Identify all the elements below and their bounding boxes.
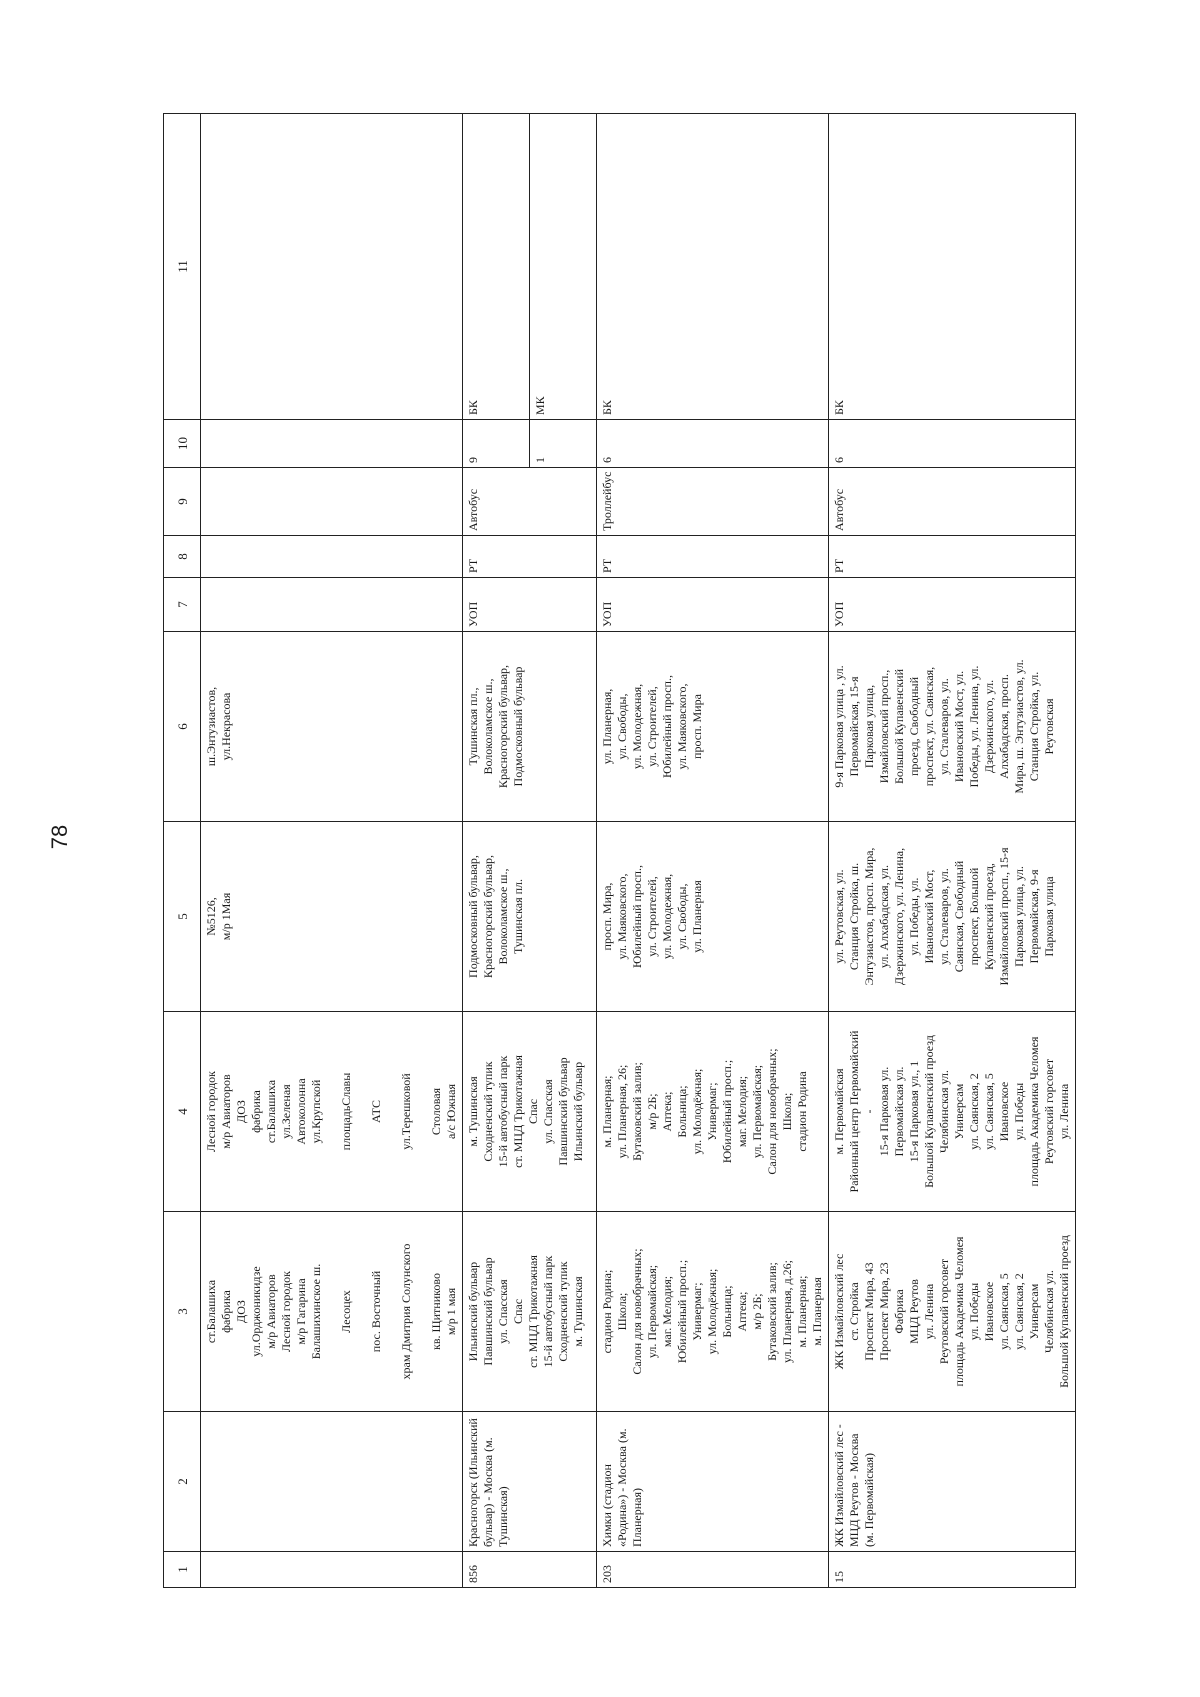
cell-line: Аптека; [735,1291,749,1332]
cell-line: ул. Планерная, д.26; [780,1260,794,1363]
header-row [164,114,201,1588]
cell-line: Фабрика [892,1289,906,1334]
cell-line: Тушинская пл. [511,878,525,955]
cell-line: Энтузиастов, просп. Мира, [862,847,876,986]
cell-line: Тушинская пл., [466,687,480,766]
cell-line: ул. Алхабадская, ул. [877,864,891,969]
cell-line: Юбилейный просп.; [675,1259,689,1364]
cell-route-name: Красногорск (Ильинский бульвар) - Москва (м. Тушинская) [463,1412,597,1552]
header-col-1: 1 [164,1552,201,1588]
cell-line: Первомайская, 9-я [1027,869,1041,964]
cell-vehicle-type: Троллейбус [597,468,829,536]
cell-line: Юбилейный просп., [630,865,644,968]
cell-line: Павшинский бульвар [481,1257,495,1366]
cell-line: ул. Спасская [541,1079,555,1144]
header-col-2: 2 [164,1412,201,1552]
cell-line: №5126, [204,897,218,936]
cell-line: 15-й автобусный парк [541,1255,555,1368]
cell-line: просп. Мира, [600,882,614,951]
cell-vehicle-count: 9 [463,420,530,468]
cell-line: проспект, Большой [967,867,981,966]
cell-line: Универмаг; [705,1082,719,1141]
cell-line: Салон для новобрачных; [765,1048,779,1175]
cell-line: Универмаг; [690,1282,704,1341]
cell-line: Саянская, Свободный [952,860,966,973]
cell-line: ул.Некрасова [219,692,233,761]
cell-line: ул. Планерная, [600,688,614,765]
cell-line: м. Первомайская [832,1068,846,1155]
cell-line: Спас [511,1298,525,1325]
cell-line: ДОЗ [234,1300,248,1323]
cell-line: Лесной городок [279,1270,293,1353]
cell-stops-forward [201,1212,463,1412]
cell-line: Универсам [1027,1283,1041,1340]
cell-stops-backward [463,1012,597,1212]
cell-route-number: 856 [463,1552,597,1588]
cell-stops-backward [829,1012,1076,1212]
cell-vehicle-class: БК [829,114,1076,420]
cell-route-number: 15 [829,1552,1076,1588]
cell-vehicle-type: Автобус [829,468,1076,536]
cell-line: ул. Ленина [1057,1083,1071,1140]
cell-line: Большой Купавенский проезд [922,1035,936,1188]
table-row-route-203 [597,114,829,1588]
cell-line: Первомайская ул. [892,1066,906,1157]
cell-vehicle-class: БК [597,114,829,420]
cell-line [324,1016,339,1207]
header-col-10: 10 [164,420,201,468]
cell-line: м/р Авиаторов [219,1074,233,1149]
rotated-table-container [163,114,1130,1588]
cell-col-7: УОП [463,578,597,632]
cell-line: м. Планерная [810,1277,824,1346]
cell-line [414,1216,429,1407]
cell-line: Станция Стройка, ш. [847,862,861,971]
cell-line: АТС [369,1100,383,1123]
cell-vehicle-class-2: МК [530,114,597,420]
cell-line: Дзержинского, ул. Ленина, [892,847,906,986]
cell-line: Проспект Мира, 23 [877,1262,891,1361]
cell-col-7: УОП [597,578,829,632]
cell-line: Подмосковный бульвар, [466,855,480,978]
cell-line: 15-я Парковая ул., 1 [907,1060,921,1163]
cell-line: Победы, ул. Ленина, ул. [967,665,981,788]
cell-vehicle-class: БК [463,114,530,420]
cell-route-name: Химки (стадион «Родина») - Москва (м. Планерная) [597,1412,829,1552]
cell-line: Павшинский бульвар [556,1057,570,1166]
cell-line: м. Планерная; [600,1075,614,1148]
cell-line: ул.Крупской [309,1079,323,1144]
cell-line: Аптека; [660,1091,674,1132]
cell-line: кв. Щитниково [429,1273,443,1350]
cell-line: Измайловский просп., [877,669,891,784]
cell-line: ул. Спасская [496,1279,510,1344]
cell-line: Первомайская, 15-я [847,676,861,777]
cell-line: ул. Планерная [690,880,704,953]
cell-line: м/р 2Б; [645,1093,659,1130]
cell-line: ул. Саянская, 5 [982,1073,996,1150]
cell-line: Салон для новобрачных; [630,1248,644,1375]
cell-line: храм Дмитрия Солунского [399,1243,413,1380]
cell-line: площадь Академика Челомея [952,1236,966,1387]
cell-line: ул. Саянская, 5 [997,1273,1011,1350]
cell-line: м. Тушинская [466,1076,480,1147]
cell-line: ул.Зеленая [279,1084,293,1139]
cell-line: м. Тушинская [571,1276,585,1347]
header-col-9: 9 [164,468,201,536]
cell-stops-backward [201,1012,463,1212]
cell-line: Балашихинское ш. [309,1263,323,1360]
cell-col-8: РТ [597,536,829,578]
cell-line: проспект, ул. Саянская, [922,666,936,787]
cell-line: ул. Победы, ул. [907,877,921,956]
cell-streets-backward [463,632,597,822]
cell-line: ул. Победы [967,1282,981,1341]
cell-col-7: УОП [829,578,1076,632]
cell-line: Бутаковский залив; [765,1262,779,1361]
cell-line: ст.Балашиха [204,1279,218,1344]
table-row-continuation [201,114,463,1588]
cell-streets-forward [829,822,1076,1012]
cell-line: - [862,1109,876,1114]
cell-line: Волоколамское ш., [496,868,510,965]
cell-line: Реутовский горсовет [937,1258,951,1365]
cell-line: Больница; [675,1085,689,1138]
cell-line: Юбилейный просп.; [720,1059,734,1164]
cell-line: ул. Строителей, [645,876,659,957]
cell-line: просп. Мира [690,694,704,759]
cell-line: Измайловский просп., 15-я [997,847,1011,986]
cell-line: Подмосковный бульвар [511,666,525,787]
cell-line: 15-я Парковая ул. [877,1066,891,1157]
cell-line: Большой Купавенский [892,668,906,785]
cell-streets-backward [829,632,1076,822]
cell-line: ул. Молодёжная; [690,1068,704,1155]
cell-line: м/р 1Мая [219,892,233,941]
cell-line: Мира, ш. Энтузиастов, ул. [1012,659,1026,794]
cell-line: Бутаковский залив; [630,1062,644,1161]
cell-line: ш.Энтузиастов, [204,686,218,767]
cell-line: Сходненский тупик [556,1261,570,1362]
cell-line: фабрика [249,1090,263,1133]
cell-line: маг. Мелодия; [660,1275,674,1348]
cell-line: Столовая [429,1087,443,1136]
cell-line: МЦД Реутов [907,1279,921,1344]
cell-col-8: РТ [829,536,1076,578]
cell-line: ст. Стройка [847,1282,861,1341]
cell-line: ст. МЦД Трикотажная [511,1055,525,1168]
cell-line: пос. Восточный [369,1270,383,1353]
cell-line: ул. Первомайская; [750,1064,764,1159]
cell-line: м/р 1 мая [444,1287,458,1336]
cell-line: Спас [526,1098,540,1125]
cell-line: Юбилейный просп., [660,675,674,778]
cell-line: ул. Маяковского, [675,683,689,770]
cell-line: стадион Родина [795,1071,809,1152]
cell-line: Лесоцех [339,1290,353,1333]
header-col-7: 7 [164,578,201,632]
cell-line [414,1016,429,1207]
cell-line: Красногорский бульвар, [496,664,510,789]
cell-line: ул. Саянская, 2 [967,1073,981,1150]
cell-streets-backward [201,632,463,822]
cell-line: Челябинская ул. [937,1070,951,1153]
cell-line: ул. Свободы, [615,693,629,760]
cell-line: Алхабадская, просп. [997,674,1011,779]
cell-stops-forward [597,1212,829,1412]
cell-line: ст.Балашиха [264,1079,278,1144]
cell-line [384,1016,399,1207]
cell-line: Районный центр Первомайский [847,1030,861,1193]
cell-stops-forward [829,1212,1076,1412]
header-col-4: 4 [164,1012,201,1212]
cell-line: ул. Саянская, 2 [1012,1273,1026,1350]
cell-line: ул. Молодежная, [660,873,674,960]
cell-line: Волоколамское ш., [481,678,495,775]
cell-line: ул. Планерная, 26; [615,1064,629,1159]
cell-line: площадьСлавы [339,1072,353,1151]
header-col-3: 3 [164,1212,201,1412]
cell-line: Сходненский тупик [481,1061,495,1162]
cell-line: проезд, Свободный [907,676,921,777]
cell-col-8: РТ [463,536,597,578]
cell-line: Реутовская [1042,698,1056,755]
cell-line: ДОЗ [234,1100,248,1123]
cell-line: Ильинский бульвар [466,1261,480,1362]
cell-vehicle-count: 6 [597,420,829,468]
cell-line: м/р Авиаторов [264,1274,278,1349]
header-col-6: 6 [164,632,201,822]
cell-line: ул. Ленина [922,1283,936,1340]
cell-line [324,1216,339,1407]
cell-line: ул. Молодежная, [630,683,644,770]
cell-line: Купавенский проезд, [982,863,996,970]
cell-stops-backward [597,1012,829,1212]
cell-line: ул. Свободы, [675,883,689,950]
cell-line: Ильинский бульвар [571,1061,585,1162]
cell-line: Ивановское [982,1281,996,1342]
cell-vehicle-count-2: 1 [530,420,597,468]
cell-route-name: ЖК Измайловский лес - МЦД Реутов - Москва (м. Первомайская) [829,1412,1076,1552]
cell-line: ЖК Измайловский лес [832,1253,846,1370]
cell-line: Красногорский бульвар, [481,854,495,979]
cell-line [384,1216,399,1407]
routes-table [163,113,1076,1588]
cell-line: Станция Стройка, ул. [1027,671,1041,782]
cell-line: м. Планерная; [795,1275,809,1348]
cell-streets-backward [597,632,829,822]
cell-line: Автоколонна [294,1078,308,1145]
cell-streets-forward [463,822,597,1012]
cell-line: м/р Гагарина [294,1278,308,1345]
cell-line: ст. МЦД Трикотажная [526,1255,540,1368]
cell-streets-forward [597,822,829,1012]
cell-line: Большой Купавенский проезд [1057,1235,1071,1388]
cell-line: 15-й автобусный парк [496,1055,510,1168]
cell-line: Лесной городок [204,1070,218,1153]
cell-line: Универсам [952,1083,966,1140]
cell-line: ул. Маяковского, [615,873,629,960]
cell-line: Ивановский Мост, [922,869,936,964]
header-col-11: 11 [164,114,201,420]
cell-line: Парковая улица [1042,876,1056,957]
cell-line: Больница; [720,1285,734,1338]
cell-line: Парковая улица, ул. [1012,866,1026,967]
cell-line: фабрика [219,1290,233,1333]
cell-line: ул.Терешковой [399,1073,413,1150]
table-row-route-856 [463,114,530,1588]
cell-line: а/с Южная [444,1083,458,1140]
cell-line: маг. Мелодия; [735,1075,749,1148]
cell-stops-forward [463,1212,597,1412]
header-col-8: 8 [164,536,201,578]
cell-line [354,1216,369,1407]
cell-line: ул. Строителей, [645,686,659,767]
cell-line: Школа; [615,1292,629,1331]
cell-streets-forward [201,822,463,1012]
cell-vehicle-type: Автобус [463,468,597,536]
cell-line: 9-я Парковая улица , ул. [832,665,846,788]
page-number: 78 [47,824,72,850]
cell-line: ул.Орджоникидзе [249,1266,263,1357]
cell-line: Челябинская ул. [1042,1270,1056,1353]
cell-vehicle-count: 6 [829,420,1076,468]
cell-line: м/р 2Б; [750,1293,764,1330]
cell-line: ул. Сталеваров, ул. [937,868,951,965]
cell-line: ул. Сталеваров, ул. [937,678,951,775]
cell-route-number: 203 [597,1552,829,1588]
cell-line: Реутовский горсовет [1042,1058,1056,1165]
cell-line: площадь Академика Челомея [1027,1036,1041,1187]
cell-line: Парковая улица, [862,684,876,769]
cell-line: стадион Родина; [600,1269,614,1354]
table-row-route-15 [829,114,1076,1588]
cell-line: ул. Реутовская, ул. [832,869,846,964]
cell-line: ул. Первомайская; [645,1264,659,1359]
cell-line: Ивановский Мост, ул. [952,670,966,783]
cell-line: Ивановское [997,1081,1011,1142]
cell-line: ул. Победы [1012,1082,1026,1141]
cell-line: Дзержинского, ул. [982,679,996,774]
header-col-5: 5 [164,822,201,1012]
cell-line: ул. Молодёжная; [705,1268,719,1355]
cell-line: Проспект Мира, 43 [862,1262,876,1361]
cell-line [354,1016,369,1207]
cell-line: Школа; [780,1092,794,1131]
